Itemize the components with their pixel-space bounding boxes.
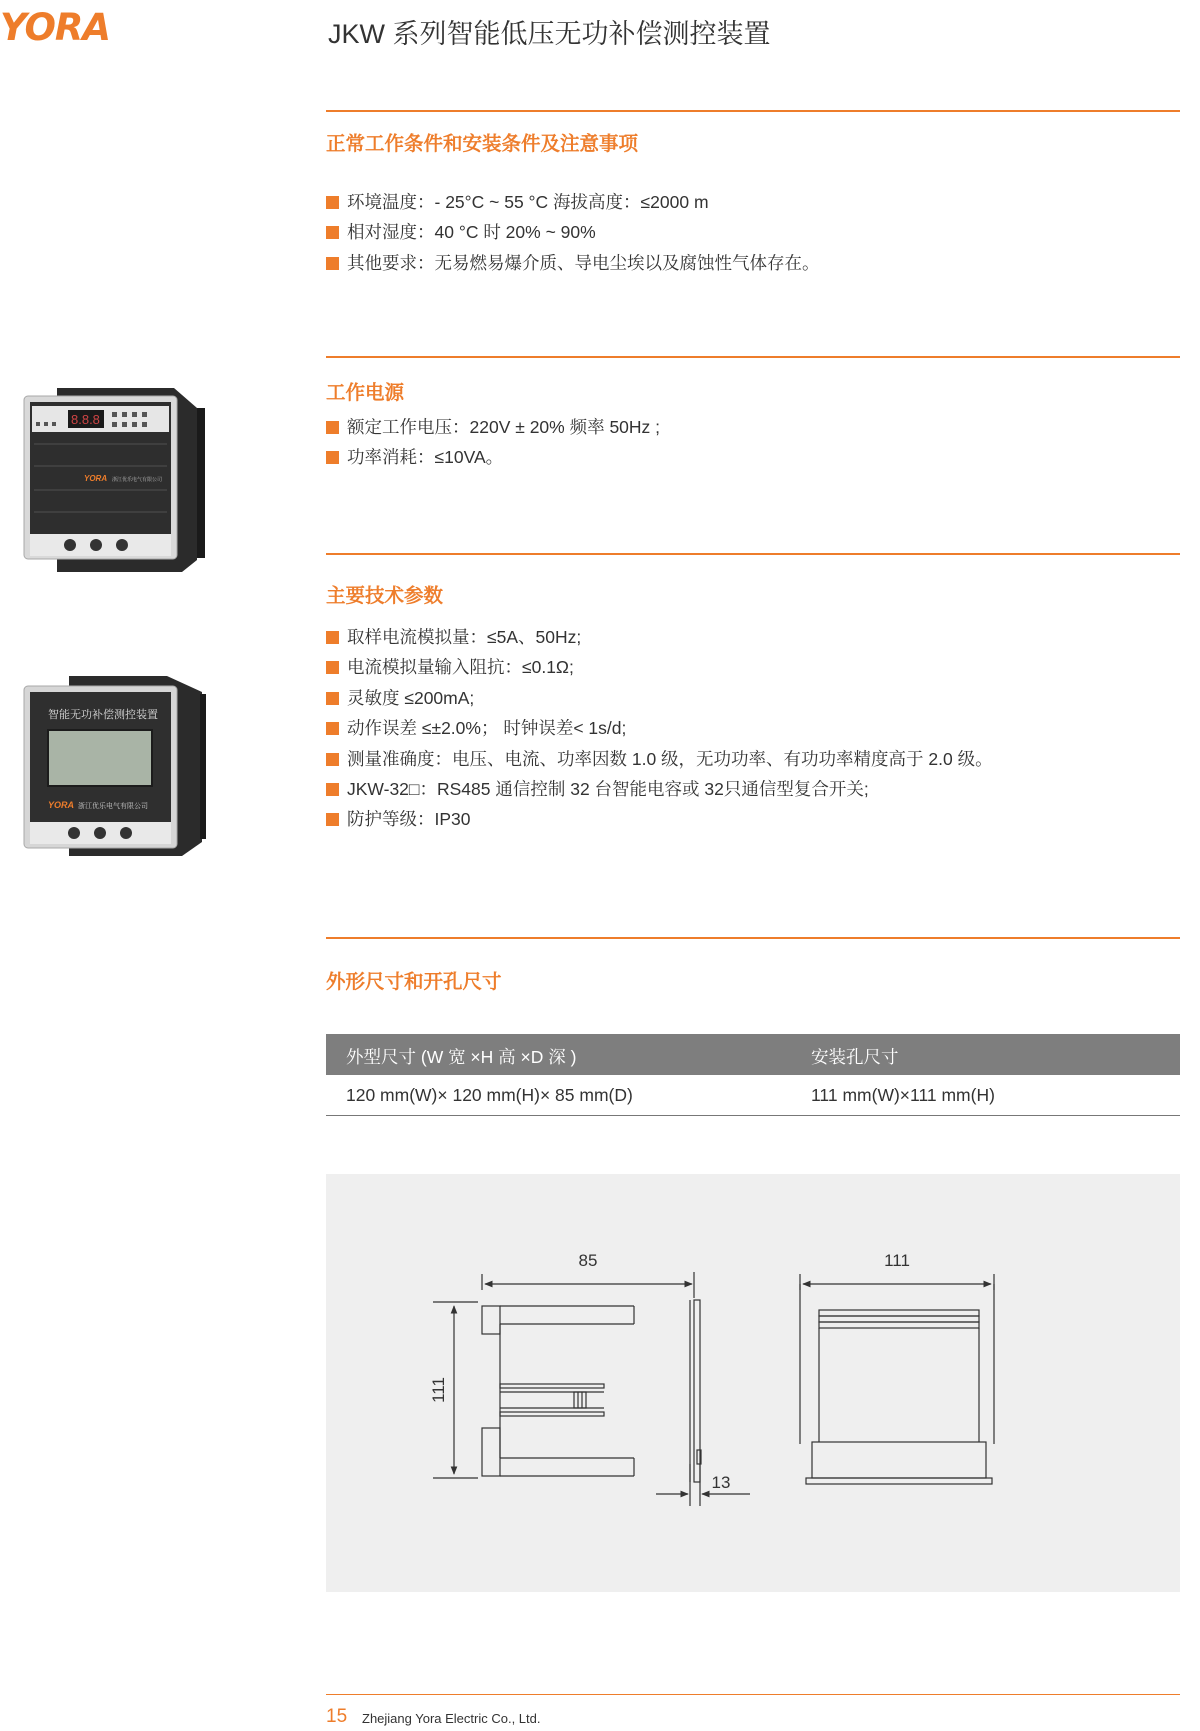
list-item: 相对湿度：40 °C 时 20% ~ 90%	[326, 219, 596, 244]
list-item: 动作误差 ≤±2.0%； 时钟误差< 1s/d;	[326, 715, 626, 740]
yora-logo: YORA	[0, 6, 111, 49]
table-header-cell: 外型尺寸 (W 宽 ×H 高 ×D 深 )	[346, 1047, 577, 1067]
list-item: 取样电流模拟量：≤5A、50Hz;	[326, 624, 581, 649]
bullet-square-icon	[326, 196, 339, 209]
dimension-drawing-panel	[326, 1174, 1180, 1592]
table-bottom-border	[326, 1115, 1180, 1116]
bullet-square-icon	[326, 226, 339, 239]
bullet-square-icon	[326, 631, 339, 644]
product-brand-label: YORA	[48, 800, 75, 810]
bullet-square-icon	[326, 451, 339, 464]
list-item: 额定工作电压：220V ± 20% 频率 50Hz ;	[326, 414, 660, 439]
bullet-square-icon	[326, 692, 339, 705]
bullet-square-icon	[326, 257, 339, 270]
svg-text:8.8.8: 8.8.8	[71, 412, 100, 427]
table-header-row	[326, 1034, 1180, 1075]
list-item: 功率消耗：≤10VA。	[326, 444, 503, 469]
section-title-power-supply: 工作电源	[326, 382, 405, 404]
bullet-square-icon	[326, 813, 339, 826]
bullet-square-icon	[326, 722, 339, 735]
dim-label-height: 111	[429, 1377, 448, 1403]
product-panel-title: 智能无功补偿测控装置	[48, 709, 158, 721]
section-divider	[326, 356, 1180, 358]
footer-divider	[326, 1694, 1180, 1695]
list-item: 其他要求：无易燃易爆介质、导电尘埃以及腐蚀性气体存在。	[326, 250, 820, 275]
section-title-dimensions: 外形尺寸和开孔尺寸	[326, 971, 502, 993]
table-row	[326, 1075, 1180, 1115]
bullet-square-icon	[326, 753, 339, 766]
section-divider	[326, 110, 1180, 112]
bullet-square-icon	[326, 783, 339, 796]
table-header-cell: 安装孔尺寸	[811, 1047, 899, 1067]
section-title-conditions: 正常工作条件和安装条件及注意事项	[326, 133, 639, 155]
list-item: 测量准确度：电压、电流、功率因数 1.0 级，无功功率、有功功率精度高于 2.0 级。	[326, 746, 993, 771]
table-cell: 120 mm(W)× 120 mm(H)× 85 mm(D)	[346, 1085, 633, 1105]
section-title-tech-params: 主要技术参数	[326, 585, 444, 607]
product-image-lcd-controller	[22, 672, 207, 862]
document-title: JKW 系列智能低压无功补偿测控装置	[328, 19, 771, 49]
footer-company-name: Zhejiang Yora Electric Co., Ltd.	[362, 1711, 541, 1726]
product-company-label: 浙江优乐电气有限公司	[112, 477, 163, 483]
list-item: 电流模拟量输入阻抗：≤0.1Ω;	[326, 654, 574, 679]
list-item: 防护等级：IP30	[326, 806, 471, 831]
bullet-square-icon	[326, 421, 339, 434]
dim-label-panel: 13	[711, 1473, 731, 1492]
list-item: JKW-32□：RS485 通信控制 32 台智能电容或 32只通信型复合开关;	[326, 776, 869, 801]
page-number: 15	[326, 1706, 348, 1727]
product-company-label: 浙江优乐电气有限公司	[78, 803, 148, 810]
bullet-square-icon	[326, 661, 339, 674]
product-image-led-controller	[22, 382, 207, 577]
dimension-drawing	[326, 1174, 1180, 1592]
dim-label-cutout: 111	[884, 1251, 910, 1270]
section-divider	[326, 553, 1180, 555]
table-cell: 111 mm(W)×111 mm(H)	[811, 1085, 995, 1105]
dim-label-depth: 85	[578, 1251, 598, 1270]
section-divider	[326, 937, 1180, 939]
list-item: 环境温度：- 25°C ~ 55 °C 海拔高度：≤2000 m	[326, 189, 709, 214]
product-brand-label: YORA	[84, 474, 108, 483]
list-item: 灵敏度 ≤200mA;	[326, 685, 474, 710]
